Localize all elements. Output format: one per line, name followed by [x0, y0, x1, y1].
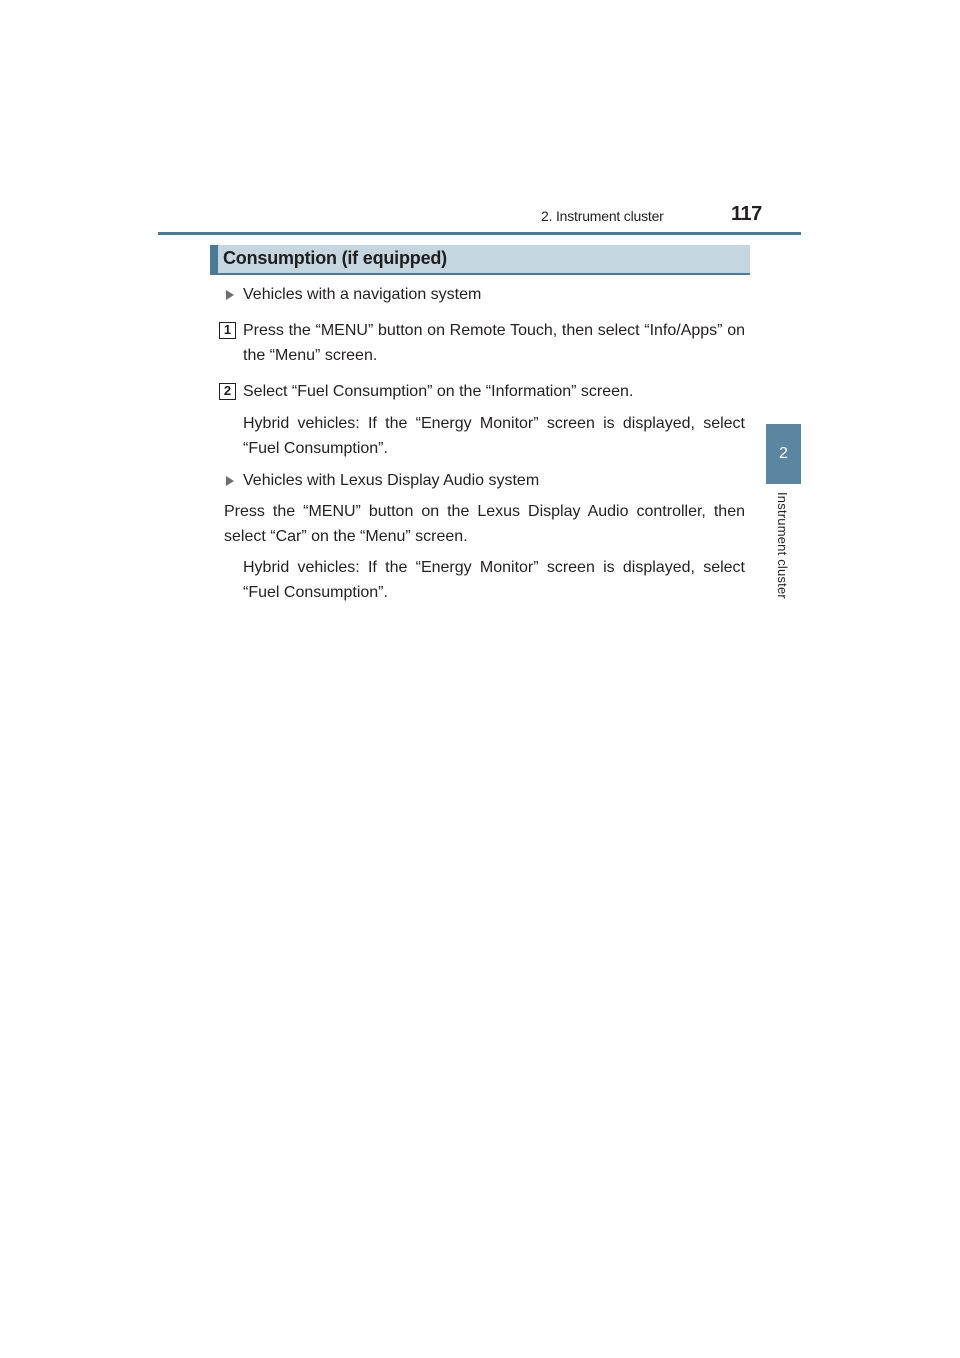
chapter-tab	[766, 424, 801, 484]
section-title: Consumption (if equipped)	[223, 248, 447, 268]
lda-hybrid-line-1: Hybrid vehicles: If the “Energy Monitor” screen is displayed, select	[243, 559, 745, 576]
step-2-line-1: Select “Fuel Consumption” on the “Information” screen.	[243, 383, 634, 400]
step-2-number: 2	[219, 383, 236, 400]
running-header-section: 2. Instrument cluster	[541, 208, 664, 224]
step-1-number: 1	[219, 322, 236, 339]
section-heading-bar	[210, 245, 750, 275]
page-number: 117	[731, 203, 762, 225]
chapter-tab-number: 2	[779, 445, 788, 462]
step-1-line-2: the “Menu” screen.	[243, 347, 378, 364]
triangle-bullet-icon	[226, 476, 234, 486]
lda-heading: Vehicles with Lexus Display Audio system	[243, 472, 540, 489]
step-1-line-1: Press the “MENU” button on Remote Touch, then select “Info/Apps” on	[243, 322, 745, 339]
nav-heading: Vehicles with a navigation system	[243, 286, 482, 303]
chapter-side-label: Instrument cluster	[775, 492, 790, 599]
header-rule	[158, 232, 801, 235]
triangle-bullet-icon	[226, 290, 234, 300]
nav-hybrid-line-2: “Fuel Consumption”.	[243, 440, 388, 457]
lda-body-line-2: select “Car” on the “Menu” screen.	[224, 528, 468, 545]
section-bar-accent	[210, 245, 218, 273]
lda-hybrid-line-2: “Fuel Consumption”.	[243, 584, 388, 601]
lda-body-line-1: Press the “MENU” button on the Lexus Display Audio controller, then	[224, 503, 745, 520]
nav-hybrid-line-1: Hybrid vehicles: If the “Energy Monitor” screen is displayed, select	[243, 415, 745, 432]
